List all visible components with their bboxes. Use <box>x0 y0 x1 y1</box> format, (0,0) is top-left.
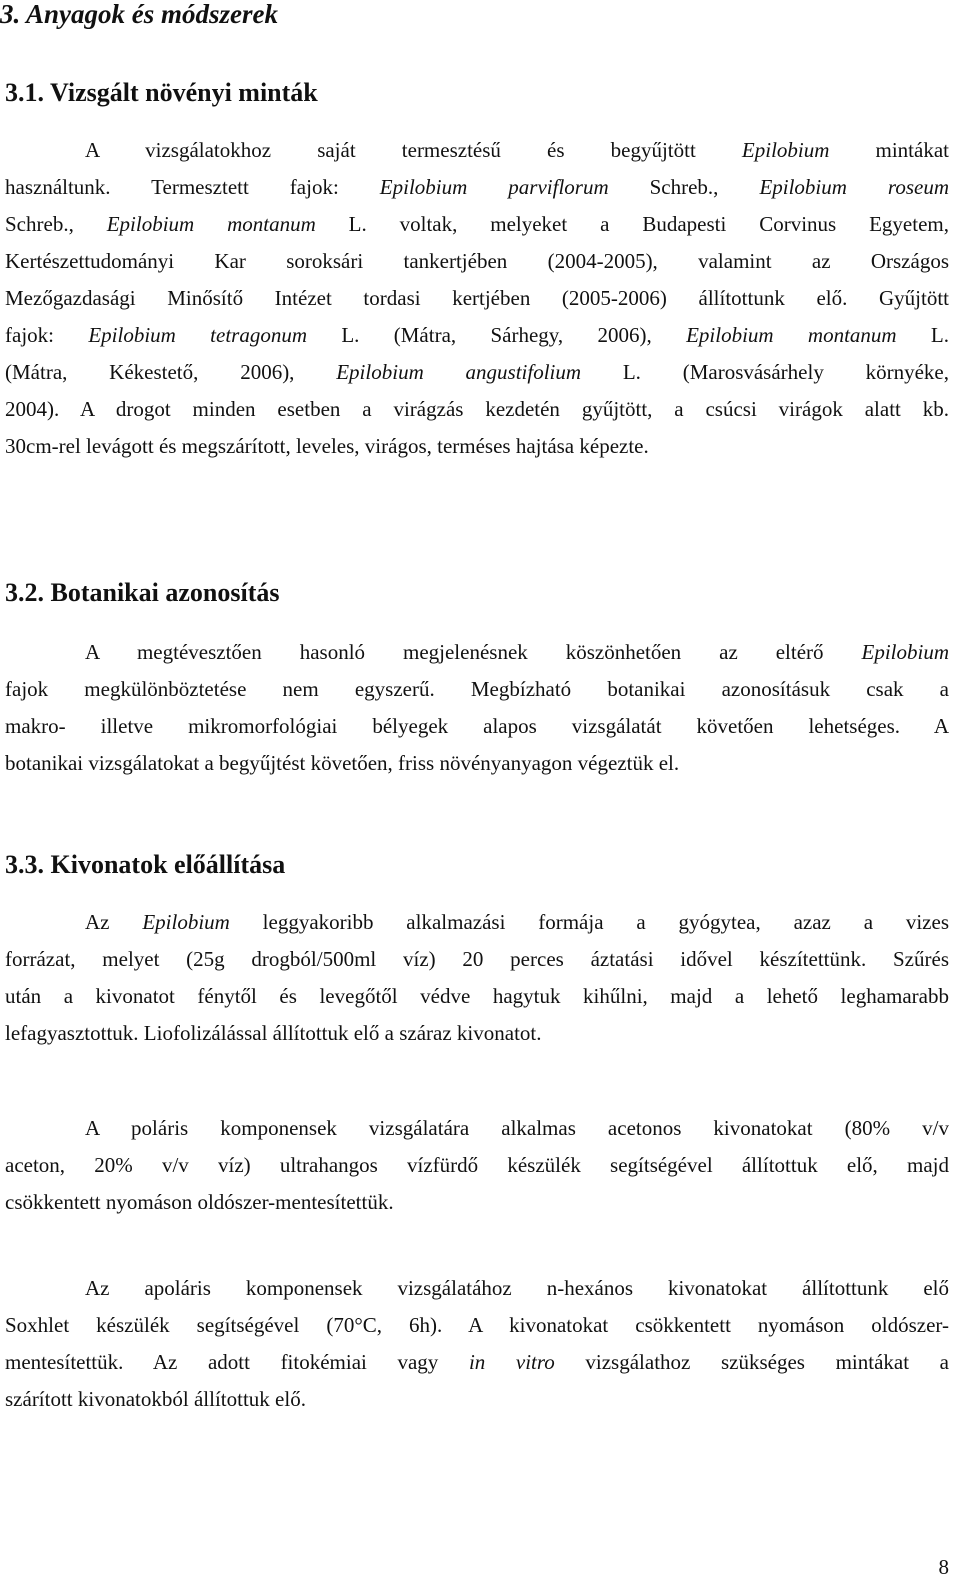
text-segment: L. voltak, melyeket a Budapesti Corvinus Egyetem, <box>315 212 949 236</box>
text-segment: A vizsgálatokhoz saját termesztésű és begyűjtött <box>85 138 742 162</box>
text-segment: vizsgálathoz szükséges mintákat a <box>554 1350 949 1374</box>
text-segment: L. <box>896 323 950 347</box>
text-segment: Mezőgazdasági Minősítő Intézet tordasi kertjében (2005-2006) állítottunk elő. Gyűjtött <box>5 286 949 310</box>
text-segment: mentesítettük. Az adott fitokémiai vagy <box>5 1350 469 1374</box>
text-line <box>5 745 949 782</box>
text-line <box>5 1184 949 1221</box>
italic-term: Epilobium montanum <box>686 323 897 347</box>
paragraph <box>5 634 949 782</box>
page-number: 8 <box>938 1555 949 1579</box>
text-segment: L. (Mátra, Sárhegy, 2006), <box>307 323 687 347</box>
text-line <box>5 708 949 745</box>
text-line <box>5 1110 949 1147</box>
text-line <box>5 1015 949 1052</box>
text-line <box>5 904 949 941</box>
text-segment: szárított kivonatokból állítottuk elő. <box>5 1387 306 1411</box>
text-segment: A megtévesztően hasonló megjelenésnek köszönhetően az eltérő <box>85 640 862 664</box>
text-segment: Soxhlet készülék segítségével (70°C, 6h). A kivonatokat csökkentett nyomáson oldószer- <box>5 1313 949 1337</box>
text-line <box>5 978 949 1015</box>
paragraph <box>5 1110 949 1221</box>
italic-term: Epilobium <box>861 640 949 664</box>
text-line <box>5 317 949 354</box>
italic-term: Epilobium parviflorum <box>379 175 609 199</box>
text-line <box>5 1147 949 1184</box>
text-segment: fajok: <box>5 323 89 347</box>
chapter-title: 3. Anyagok és módszerek <box>0 0 278 29</box>
text-segment: forrázat, melyet (25g drogból/500ml víz) 20 perces áztatási idővel készítettünk. Szűrés <box>5 947 949 971</box>
text-segment: botanikai vizsgálatokat a begyűjtést követően, friss növényanyagon végeztük el. <box>5 751 680 775</box>
text-line <box>5 206 949 243</box>
italic-term: in vitro <box>468 1350 555 1374</box>
text-segment: Schreb., <box>608 175 760 199</box>
section-title-3-2: 3.2. Botanikai azonosítás <box>5 578 280 607</box>
text-line <box>5 132 949 169</box>
text-segment: (Mátra, Kékestető, 2006), <box>5 360 337 384</box>
text-segment: mintákat <box>829 138 949 162</box>
italic-term: Epilobium <box>142 910 230 934</box>
text-line <box>5 428 949 465</box>
section-title-3-3: 3.3. Kivonatok előállítása <box>5 850 286 879</box>
italic-term: Epilobium angustifolium <box>336 360 582 384</box>
text-segment: Az apoláris komponensek vizsgálatához n-hexános kivonatokat állítottunk elő <box>85 1276 949 1300</box>
text-segment: csökkentett nyomáson oldószer-mentesítettük. <box>5 1190 394 1214</box>
text-segment: használtunk. Termesztett fajok: <box>5 175 380 199</box>
italic-term: Epilobium montanum <box>106 212 316 236</box>
text-segment: aceton, 20% v/v víz) ultrahangos vízfürdő készülék segítségével állítottuk elő, majd <box>5 1153 949 1177</box>
text-segment: 2004). A drogot minden esetben a virágzás kezdetén gyűjtött, a csúcsi virágok alatt kb. <box>5 397 949 421</box>
text-line <box>5 243 949 280</box>
text-line <box>5 1307 949 1344</box>
text-line <box>5 634 949 671</box>
text-line <box>5 169 949 206</box>
text-line <box>5 1381 949 1418</box>
italic-term: Epilobium tetragonum <box>88 323 307 347</box>
paragraph <box>5 1270 949 1418</box>
text-segment: 30cm-rel levágott és megszárított, leveles, virágos, terméses hajtása képezte. <box>5 434 649 458</box>
text-line <box>5 1344 949 1381</box>
text-line <box>5 1270 949 1307</box>
text-line <box>5 354 949 391</box>
text-segment: makro- illetve mikromorfológiai bélyegek alapos vizsgálatát követően lehetséges. A <box>5 714 949 738</box>
text-segment: L. (Marosvásárhely környéke, <box>581 360 950 384</box>
italic-term: Epilobium roseum <box>759 175 949 199</box>
text-segment: Schreb., <box>5 212 107 236</box>
text-segment: leggyakoribb alkalmazási formája a gyógytea, azaz a vizes <box>229 910 949 934</box>
text-segment: után a kivonatot fénytől és levegőtől védve hagytuk kihűlni, majd a lehető leghamarabb <box>5 984 949 1008</box>
text-segment: Kertészettudományi Kar soroksári tankertjében (2004-2005), valamint az Országos <box>5 249 949 273</box>
section-title-3-1: 3.1. Vizsgált növényi minták <box>5 78 318 107</box>
paragraph <box>5 904 949 1052</box>
italic-term: Epilobium <box>741 138 830 162</box>
paragraph <box>5 132 949 465</box>
text-segment: A poláris komponensek vizsgálatára alkalmas acetonos kivonatokat (80% v/v <box>85 1116 949 1140</box>
text-line <box>5 671 949 708</box>
text-segment: Az <box>85 910 143 934</box>
text-segment: fajok megkülönböztetése nem egyszerű. Megbízható botanikai azonosításuk csak a <box>5 677 949 701</box>
text-line <box>5 941 949 978</box>
text-line <box>5 391 949 428</box>
text-segment: lefagyasztottuk. Liofolizálással állítottuk elő a száraz kivonatot. <box>5 1021 542 1045</box>
text-line <box>5 280 949 317</box>
